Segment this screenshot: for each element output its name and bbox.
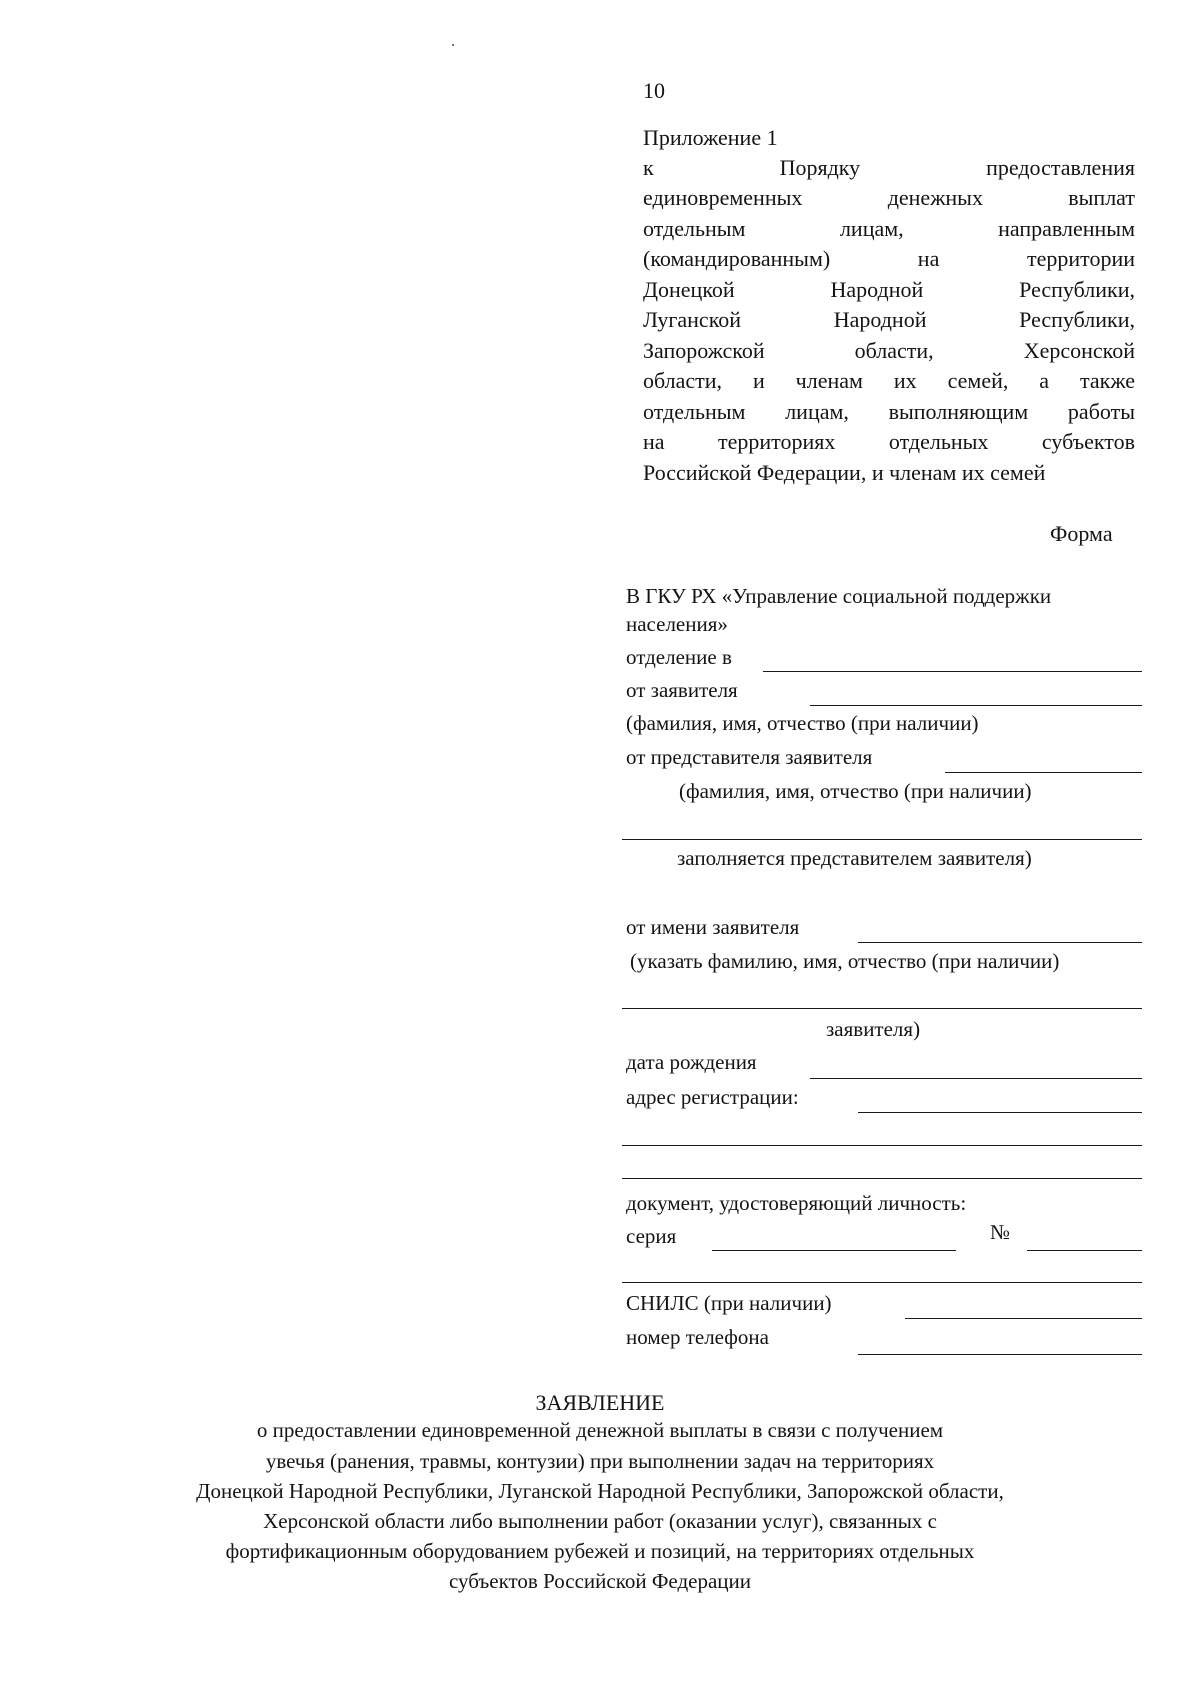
statement-line: фортификационным оборудованием рубежей и позиций, на территориях отдельных xyxy=(225,1539,975,1563)
id-document-label: документ, удостоверяющий личность: xyxy=(626,1191,967,1215)
number-sign: № xyxy=(990,1220,1011,1244)
statement-line: Донецкой Народной Республики, Луганской Народной Республики, Запорожской области, xyxy=(196,1479,1004,1503)
addressee-line: В ГКУ РХ «Управление социальной поддержки xyxy=(626,584,1052,608)
representative-fill-hint: заполняется представителем заявителя) xyxy=(677,846,1032,870)
birthdate-field[interactable] xyxy=(810,1078,1142,1079)
applicant-name-field[interactable] xyxy=(810,705,1142,706)
statement-line: Херсонской области либо выполнении работ (оказании услуг), связанных с xyxy=(263,1509,937,1533)
phone-label: номер телефона xyxy=(626,1325,769,1349)
statement-title: ЗАЯВЛЕНИЕ xyxy=(535,1390,665,1415)
appendix-line: области, и членам их семей, а также xyxy=(643,368,1135,393)
statement-line: субъектов Российской Федерации xyxy=(448,1569,752,1593)
appendix-line: Запорожской области, Херсонской xyxy=(643,338,1135,363)
representative-fio-field[interactable] xyxy=(622,839,1142,840)
address-label: адрес регистрации: xyxy=(626,1085,799,1109)
snils-label: СНИЛС (при наличии) xyxy=(626,1291,832,1315)
appendix-line: Донецкой Народной Республики, xyxy=(643,277,1135,302)
page-number: 10 xyxy=(643,78,665,103)
representative-fio-hint: (фамилия, имя, отчество (при наличии) xyxy=(679,779,1032,803)
appendix-line: Российской Федерации, и членам их семей xyxy=(643,460,1046,485)
statement-line: о предоставлении единовременной денежной выплаты в связи с получением xyxy=(256,1418,944,1442)
appendix-line: отдельным лицам, направленным xyxy=(643,216,1135,241)
phone-field[interactable] xyxy=(858,1354,1142,1355)
appendix-line: к Порядку предоставления xyxy=(643,155,1135,180)
series-label: серия xyxy=(626,1224,677,1248)
appendix-line: (командированным) на территории xyxy=(643,246,1135,271)
on-behalf-fio-field[interactable] xyxy=(622,1008,1142,1009)
birthdate-label: дата рождения xyxy=(626,1050,757,1074)
representative-label: от представителя заявителя xyxy=(626,745,873,769)
appendix-line: единовременных денежных выплат xyxy=(643,185,1135,210)
appendix-line: отдельным лицам, выполняющим работы xyxy=(643,399,1135,424)
on-behalf-hint: (указать фамилию, имя, отчество (при наличии) xyxy=(630,949,1060,973)
series-field[interactable] xyxy=(712,1250,956,1251)
document-issued-field[interactable] xyxy=(622,1282,1142,1283)
snils-field[interactable] xyxy=(905,1318,1142,1319)
applicant-label: от заявителя xyxy=(626,678,738,702)
representative-name-field[interactable] xyxy=(945,772,1142,773)
on-behalf-field[interactable] xyxy=(858,942,1142,943)
scan-speck xyxy=(452,44,454,46)
document-number-field[interactable] xyxy=(1027,1250,1142,1251)
appendix-title: Приложение 1 xyxy=(643,125,778,150)
appendix-line: на территориях отдельных субъектов xyxy=(643,429,1135,454)
branch-field[interactable] xyxy=(763,671,1142,672)
fio-hint: (фамилия, имя, отчество (при наличии) xyxy=(626,711,979,735)
statement-line: увечья (ранения, травмы, контузии) при выполнении задач на территориях xyxy=(265,1449,935,1473)
form-label: Форма xyxy=(1050,521,1113,546)
on-behalf-hint-end: заявителя) xyxy=(826,1017,921,1041)
on-behalf-label: от имени заявителя xyxy=(626,915,800,939)
addressee-line: населения» xyxy=(626,612,728,636)
appendix-line: Луганской Народной Республики, xyxy=(643,307,1135,332)
address-field-line3[interactable] xyxy=(622,1178,1142,1179)
branch-label: отделение в xyxy=(626,645,732,669)
address-field[interactable] xyxy=(858,1112,1142,1113)
address-field-line2[interactable] xyxy=(622,1145,1142,1146)
